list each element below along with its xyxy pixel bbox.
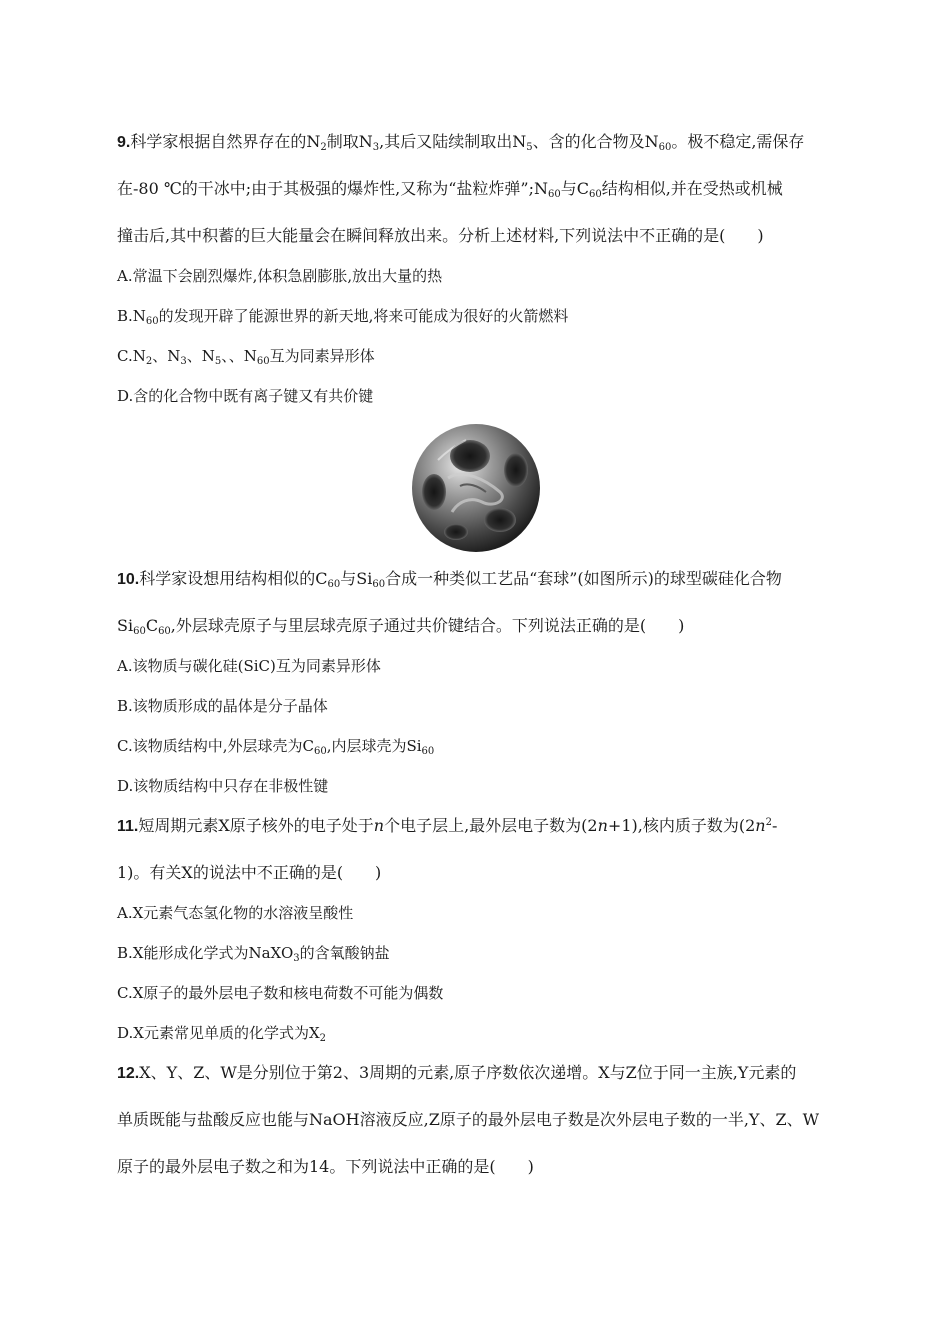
q9-option-d: D.含的化合物中既有离子键又有共价键 — [117, 387, 374, 405]
q12-line-1: 12.X、Y、Z、W是分别位于第2、3周期的元素,原子序数依次递增。X与Z位于同一主族,Y元素的 — [117, 1063, 797, 1082]
q12-number: 12. — [117, 1065, 140, 1082]
q11-number: 11. — [117, 818, 139, 835]
q10-option-d: D.该物质结构中只存在非极性键 — [117, 777, 329, 795]
q10-option-b: B.该物质形成的晶体是分子晶体 — [117, 697, 328, 715]
q12-line-2: 单质既能与盐酸反应也能与NaOH溶液反应,Z原子的最外层电子数是次外层电子数的一半,Y、Z、W — [117, 1110, 820, 1129]
q9-line-1: 9.科学家根据自然界存在的$N_2$制取$N_3$,其后又陆续制取出$N_5$、含的化合物及$N_{60}$。极不稳定,需保存 — [117, 132, 805, 153]
nested-ball-image — [408, 420, 544, 556]
q10-line-1: 10.科学家设想用结构相似的$C_{60}$与$Si_{60}$合成一种类似工艺品“套球”(如图所示)的球型碳硅化合物 — [117, 569, 782, 590]
q11-option-a: A.X元素气态氢化物的水溶液呈酸性 — [117, 904, 354, 922]
q11-option-b: B.X能形成化学式为NaXO$_3$的含氧酸钠盐 — [117, 944, 390, 964]
q12-line-3: 原子的最外层电子数之和为14。下列说法中正确的是( ) — [117, 1157, 534, 1176]
q10-line-2: $Si_{60}C_{60}$,外层球壳原子与里层球壳原子通过共价键结合。下列说法正确的是( ) — [117, 616, 685, 637]
q9-option-a: A.常温下会剧烈爆炸,体积急剧膨胀,放出大量的热 — [117, 267, 443, 285]
q11-option-c: C.X原子的最外层电子数和核电荷数不可能为偶数 — [117, 984, 444, 1002]
q9-option-b: $B.N_{60}$的发现开辟了能源世界的新天地,将来可能成为很好的火箭燃料 — [117, 307, 569, 327]
q9-option-c: $C.N_2$、$N_3$、$N_5$、、$N_{60}$互为同素异形体 — [117, 347, 375, 367]
q9-line-3: 撞击后,其中积蓄的巨大能量会在瞬间释放出来。分析上述材料,下列说法中不正确的是( ) — [117, 226, 764, 245]
q9-number: 9. — [117, 134, 131, 151]
q9-line-2: 在-80 ℃的干冰中;由于其极强的爆炸性,又称为“盐粒炸弹$”;N_{60}$与$C_{60}$结构相似,并在受热或机械 — [117, 179, 783, 200]
q11-option-d: D.X元素常见单质的化学式为$X_2$ — [117, 1024, 326, 1044]
q10-option-c: C.该物质结构中,外层球壳为$C_{60}$,内层球壳为$Si_{60}$ — [117, 737, 435, 757]
q10-option-a: A.该物质与碳化硅(SiC)互为同素异形体 — [117, 657, 381, 675]
q11-line-1: 11.短周期元素X原子核外的电子处于n个电子层上,最外层电子数为(2n+1),核内质子数为($2n^2-$ — [117, 816, 778, 835]
q10-number: 10. — [117, 571, 140, 588]
q11-line-2: 1)。有关X的说法中不正确的是( ) — [117, 863, 382, 882]
